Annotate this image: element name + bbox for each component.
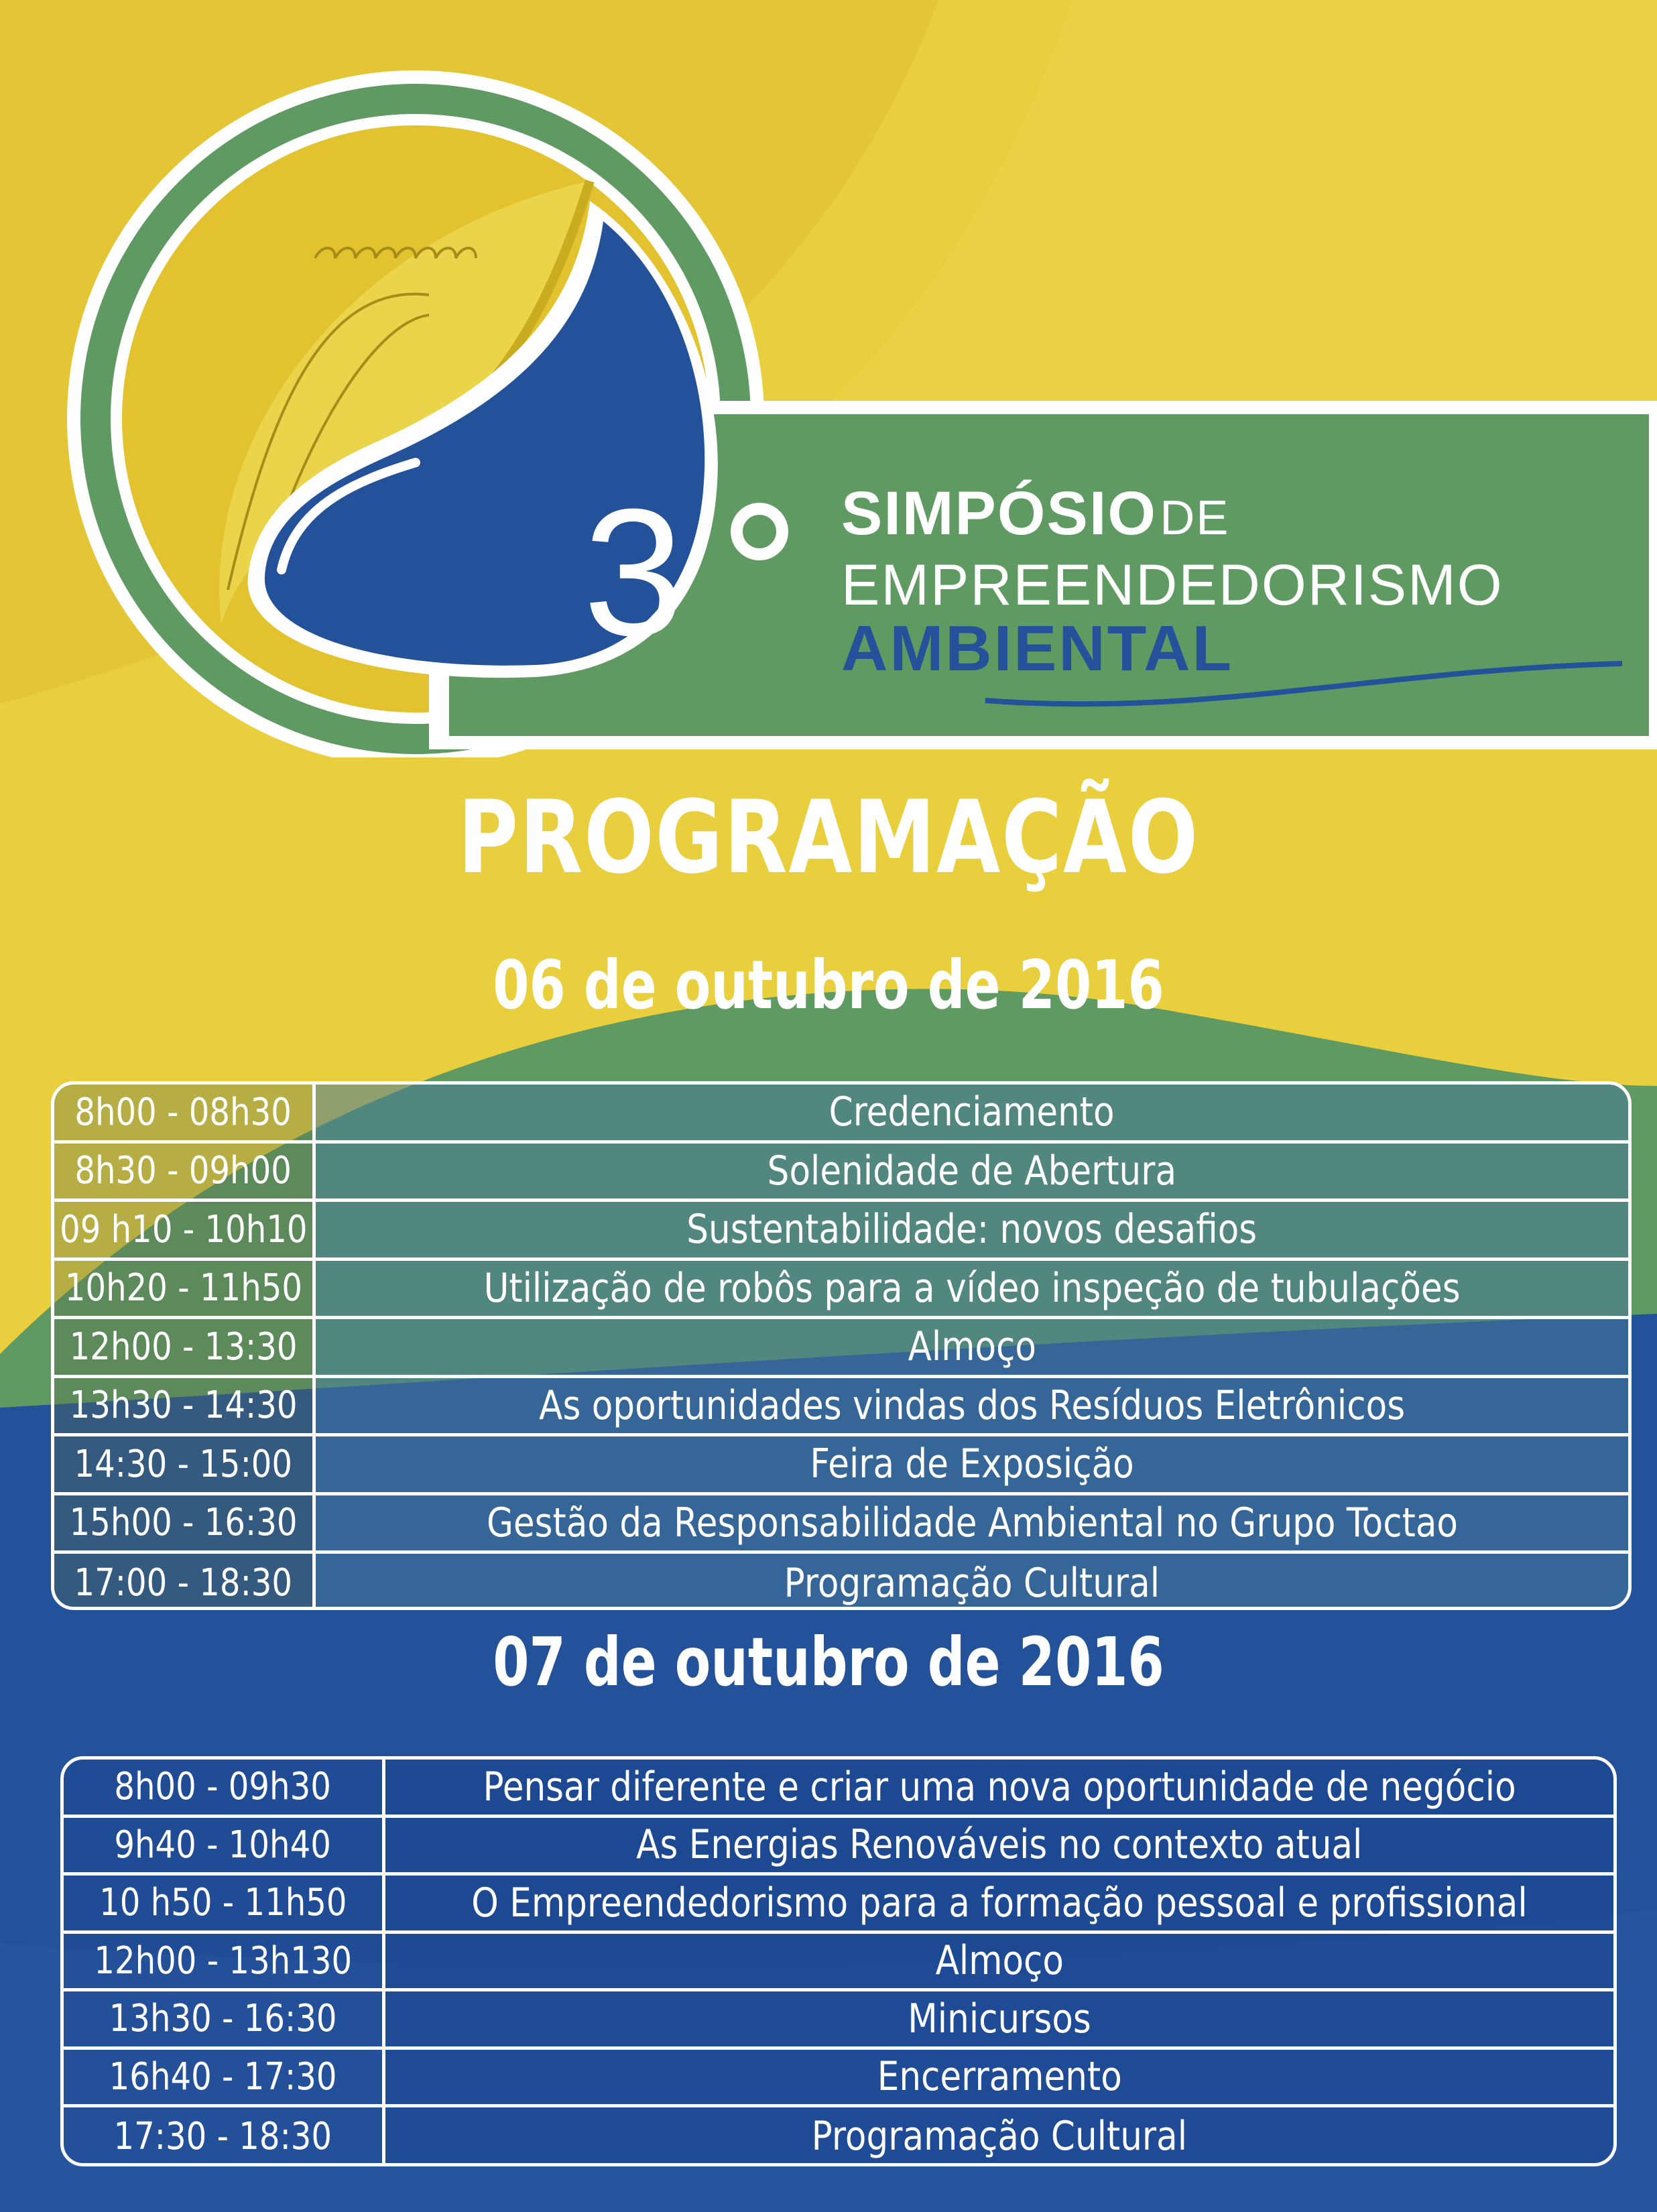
schedule-row xyxy=(64,1760,1613,1818)
session-time: 16h40 - 17:30 xyxy=(64,2050,385,2105)
title-connector: DE xyxy=(1160,491,1230,545)
schedule-row xyxy=(54,1554,1628,1610)
session-time: 10h20 - 11h50 xyxy=(54,1261,316,1316)
session-time: 12h00 - 13h130 xyxy=(64,1934,385,1989)
schedule-row xyxy=(54,1085,1628,1144)
title-bold: SIMPÓSIO xyxy=(841,479,1157,548)
session-title: Pensar diferente e criar uma nova oportunidade de negócio xyxy=(385,1760,1613,1815)
session-time: 8h00 - 09h30 xyxy=(64,1760,385,1815)
title-line-2: EMPREENDEDORISMO xyxy=(841,553,1503,617)
session-title: Credenciamento xyxy=(316,1085,1628,1140)
title-line-3: AMBIENTAL xyxy=(841,613,1234,684)
session-title: Programação Cultural xyxy=(316,1554,1628,1610)
schedule-day-1 xyxy=(51,1081,1632,1610)
schedule-row xyxy=(64,1818,1613,1876)
schedule-row xyxy=(54,1378,1628,1437)
session-time: 17:00 - 18:30 xyxy=(54,1554,316,1610)
session-time: 9h40 - 10h40 xyxy=(64,1818,385,1873)
session-time: 09 h10 - 10h10 xyxy=(54,1202,316,1257)
session-title: Minicursos xyxy=(385,1991,1613,2046)
schedule-row xyxy=(54,1436,1628,1495)
schedule-row xyxy=(64,2050,1613,2108)
session-time: 13h30 - 16:30 xyxy=(64,1991,385,2046)
session-time: 8h30 - 09h00 xyxy=(54,1144,316,1199)
session-time: 13h30 - 14:30 xyxy=(54,1378,316,1434)
schedule-row xyxy=(64,1876,1613,1934)
session-time: 15h00 - 16:30 xyxy=(54,1495,316,1551)
schedule-row xyxy=(54,1319,1628,1378)
schedule-row xyxy=(64,1991,1613,2050)
day-2-date: 07 de outubro de 2016 xyxy=(493,1623,1164,1701)
session-time: 10 h50 - 11h50 xyxy=(64,1876,385,1930)
title-line-1 xyxy=(841,479,1230,548)
session-time: 17:30 - 18:30 xyxy=(64,2107,385,2166)
session-title: Almoço xyxy=(385,1934,1613,1989)
session-time: 14:30 - 15:00 xyxy=(54,1436,316,1492)
page-title: PROGRAMAÇÃO xyxy=(458,780,1199,896)
session-title: Solenidade de Abertura xyxy=(316,1144,1628,1199)
session-title: Encerramento xyxy=(385,2050,1613,2105)
session-title: As Energias Renováveis no contexto atual xyxy=(385,1818,1613,1873)
session-title: Almoço xyxy=(316,1319,1628,1375)
schedule-row xyxy=(64,2107,1613,2166)
day-1-date: 06 de outubro de 2016 xyxy=(493,946,1164,1024)
degree-symbol xyxy=(731,503,788,560)
session-title: Feira de Exposição xyxy=(316,1436,1628,1492)
session-title: Programação Cultural xyxy=(385,2107,1613,2166)
banner xyxy=(0,0,1657,757)
session-time: 8h00 - 08h30 xyxy=(54,1085,316,1140)
session-title: As oportunidades vindas dos Resíduos Eletrônicos xyxy=(316,1378,1628,1434)
schedule-row xyxy=(54,1144,1628,1203)
session-title: Utilização de robôs para a vídeo inspeção de tubulações xyxy=(316,1261,1628,1316)
schedule-row xyxy=(54,1202,1628,1261)
session-title: Gestão da Responsabilidade Ambiental no Grupo Toctao xyxy=(316,1495,1628,1551)
schedule-day-2 xyxy=(60,1756,1617,2166)
schedule-row xyxy=(54,1495,1628,1554)
edition-number: 3 xyxy=(583,472,684,674)
session-time: 12h00 - 13:30 xyxy=(54,1319,316,1375)
session-title: O Empreendedorismo para a formação pessoal e profissional xyxy=(385,1876,1613,1930)
schedule-row xyxy=(64,1934,1613,1992)
session-title: Sustentabilidade: novos desafios xyxy=(316,1202,1628,1257)
schedule-row xyxy=(54,1261,1628,1320)
